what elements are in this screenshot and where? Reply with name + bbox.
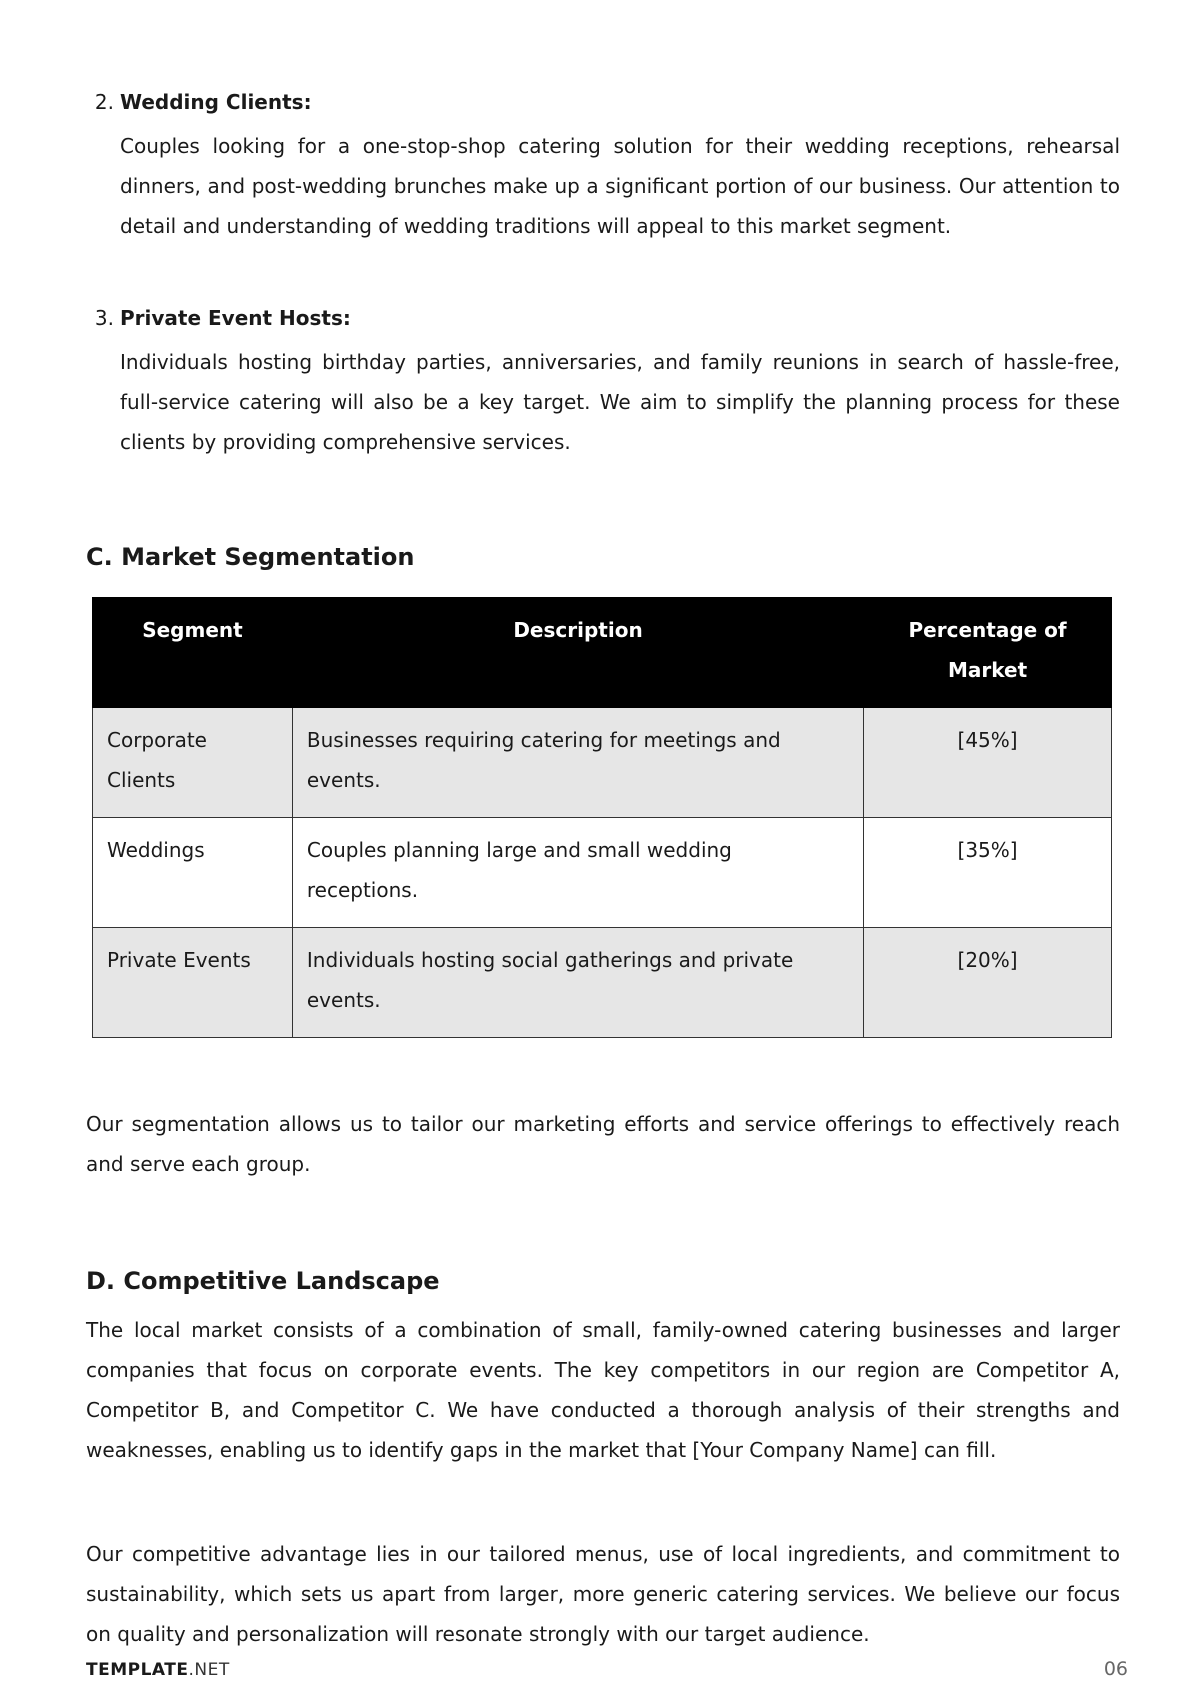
- table-header-segment: Segment: [93, 598, 293, 708]
- table-row: [93, 928, 1112, 1038]
- table-row: [93, 818, 1112, 928]
- list-body: Couples looking for a one-stop-shop catering solution for their wedding receptions, rehearsal dinners, and post-wedding brunches make up a significant portion of our business. Our attention to detail and understanding of wedding traditions will appeal to this market segment.: [120, 134, 1120, 238]
- brand-suffix: .NET: [188, 1660, 230, 1680]
- table-cell-description: Couples planning large and small wedding receptions.: [292, 818, 863, 928]
- footer-brand-logo: [86, 1660, 230, 1680]
- table-header-description: Description: [292, 598, 863, 708]
- section-heading-market-segmentation: C. Market Segmentation: [86, 543, 415, 571]
- list-title: Wedding Clients:: [120, 90, 312, 114]
- page-number: 06: [1103, 1658, 1128, 1680]
- table-cell-percentage: [20%]: [864, 928, 1112, 1038]
- table-cell-description: Individuals hosting social gatherings and private events.: [292, 928, 863, 1038]
- table-header-row: [93, 598, 1112, 708]
- competitive-paragraph-2: Our competitive advantage lies in our tailored menus, use of local ingredients, and commitment to sustainability, which sets us apart from larger, more generic catering services. We believe our focus on quality and personalization will resonate strongly with our target audience.: [86, 1542, 1120, 1646]
- table-cell-percentage: [45%]: [864, 708, 1112, 818]
- list-item-private-event-hosts: [86, 304, 1120, 462]
- list-title: Private Event Hosts:: [120, 306, 351, 330]
- table-cell-description: Businesses requiring catering for meetings and events.: [292, 708, 863, 818]
- table-row: [93, 708, 1112, 818]
- competitive-paragraph-1: The local market consists of a combination of small, family-owned catering businesses and larger companies that focus on corporate events. The key competitors in our region are Competitor A, Competitor B, and Competitor C. We have conducted a thorough analysis of their strengths and weaknesses, enabling us to identify gaps in the market that [Your Company Name] can fill.: [86, 1318, 1120, 1462]
- list-body: Individuals hosting birthday parties, anniversaries, and family reunions in search of hassle-free, full-service catering will also be a key target. We aim to simplify the planning process for these clients by providing comprehensive services.: [120, 350, 1120, 454]
- list-number: 3.: [94, 306, 114, 330]
- table-cell-segment: Corporate Clients: [93, 708, 293, 818]
- section-heading-competitive-landscape: D. Competitive Landscape: [86, 1267, 440, 1295]
- segmentation-summary: Our segmentation allows us to tailor our marketing efforts and service offerings to effectively reach and serve each group.: [86, 1112, 1120, 1176]
- table-cell-segment: Private Events: [93, 928, 293, 1038]
- segmentation-table: [92, 597, 1112, 1038]
- list-item-wedding-clients: [86, 88, 1120, 246]
- brand-name: TEMPLATE: [86, 1660, 189, 1680]
- table-cell-percentage: [35%]: [864, 818, 1112, 928]
- table-header-percentage: Percentage of Market: [864, 598, 1112, 708]
- table-cell-segment: Weddings: [93, 818, 293, 928]
- list-number: 2.: [94, 90, 114, 114]
